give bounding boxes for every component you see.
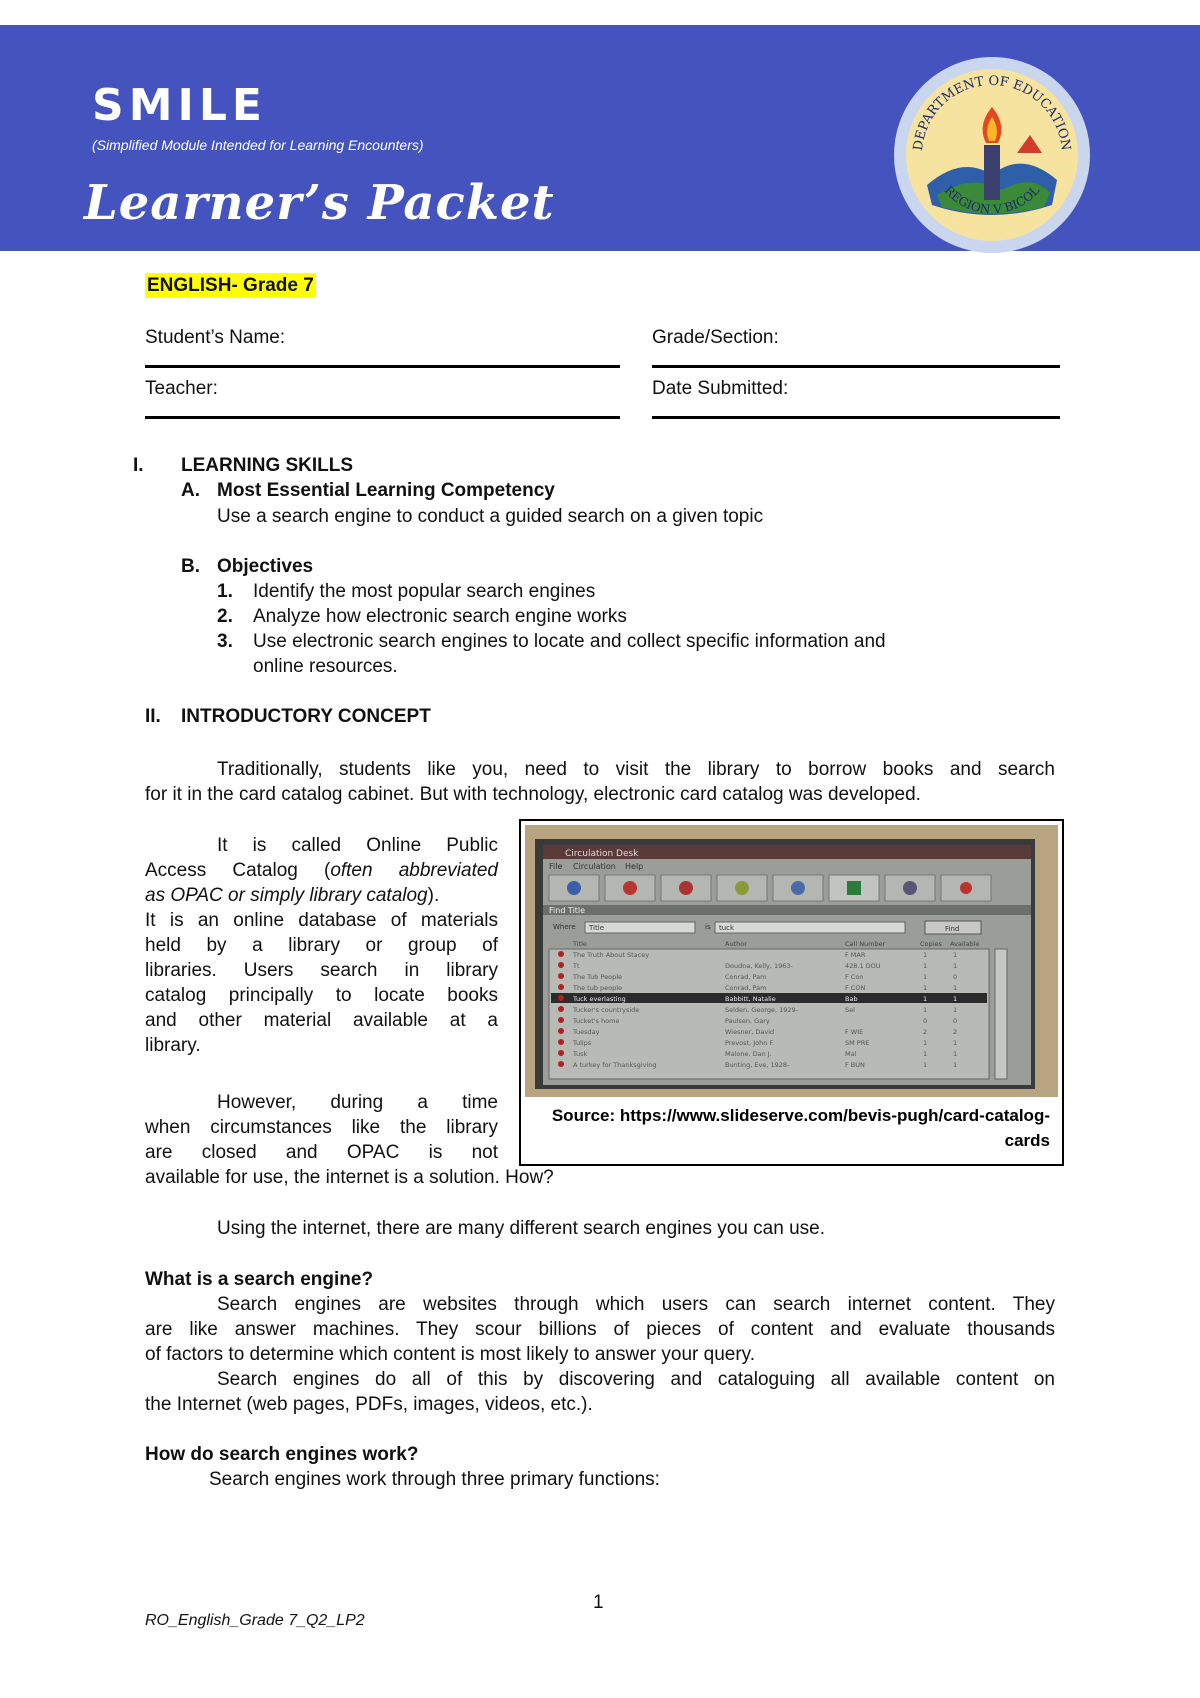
results-cell: 1 [923, 951, 928, 959]
using-internet-text: Using the internet, there are many different search engines you can use. [217, 1218, 826, 1239]
section-1b-title: Objectives [217, 556, 314, 577]
objective-1-text: Identify the most popular search engines [253, 581, 596, 602]
results-cell: Babbitt, Natalie [725, 995, 776, 1003]
deped-seal-logo [892, 55, 1092, 255]
book-icon [558, 1061, 564, 1067]
opac-line-2b: often abbreviated [330, 860, 498, 881]
section-1a-letter: A. [181, 480, 200, 501]
student-name-line [145, 365, 620, 368]
results-cell: Wiesner, David [725, 1028, 775, 1036]
results-cell: The Truth About Stacey [573, 951, 650, 959]
results-cell: 2 [953, 1028, 958, 1036]
col-call-number: Call Number [845, 940, 886, 948]
intro-para-line-1-text: Traditionally, students like you, need to visit the library to borrow books and search [217, 759, 1055, 780]
opac-line-1: It is called Online Public [217, 835, 498, 856]
q1-line-2: are like answer machines. They scour billions of pieces of content and evaluate thousands [145, 1319, 1055, 1340]
catalog-screenshot-image [525, 825, 1058, 1097]
results-cell: 1 [953, 1006, 958, 1014]
results-cell: Tucker's countryside [573, 1006, 640, 1014]
q2-text: Search engines work through three primary functions: [209, 1469, 660, 1490]
menu-circulation: Circulation [573, 862, 616, 871]
opac-line-7: catalog principally to locate books [145, 985, 498, 1006]
objective-2-number: 2. [217, 606, 233, 627]
opac-line-5: held by a library or group of [145, 935, 498, 956]
results-cell: 0 [953, 973, 958, 981]
opac-line-6: libraries. Users search in library [145, 960, 498, 981]
catalog-screenshot-figure [519, 819, 1064, 1166]
however-paragraph [145, 1090, 498, 1165]
opac-line-9: library. [145, 1035, 201, 1056]
q1-line-5: the Internet (web pages, PDFs, images, videos, etc.). [145, 1394, 593, 1415]
results-cell: A turkey for Thanksgiving [573, 1061, 657, 1069]
section-2-title: INTRODUCTORY CONCEPT [181, 706, 431, 727]
results-cell: 1 [923, 1061, 928, 1069]
results-cell: 1 [923, 984, 928, 992]
results-cell: 1 [923, 1039, 928, 1047]
col-author: Author [725, 940, 747, 948]
however-line-4: available for use, the internet is a solution. How? [145, 1167, 554, 1188]
results-cell: The tub people [573, 984, 623, 992]
brand-subtitle: (Simplified Module Intended for Learning Encounters) [92, 137, 424, 153]
book-icon [558, 1050, 564, 1056]
section-1-number: I. [133, 455, 144, 476]
results-cell: Conrad, Pam [725, 984, 767, 992]
results-cell: Bab [845, 995, 858, 1003]
book-icon [558, 1017, 564, 1023]
brand-title: SMILE [92, 80, 267, 131]
however-line-1: However, during a time [217, 1092, 498, 1113]
menu-help: Help [625, 862, 644, 871]
book-icon [558, 1039, 564, 1045]
opac-line-4: It is an online database of materials [145, 910, 498, 931]
however-line-3: are closed and OPAC is not [145, 1142, 498, 1163]
results-cell: Selden, George, 1929- [725, 1006, 799, 1014]
results-cell: SM PRE [845, 1039, 870, 1047]
results-cell: F CON [845, 984, 866, 992]
however-line-2: when circumstances like the library [145, 1117, 498, 1138]
objective-3-text: Use electronic search engines to locate and collect specific information and [253, 631, 886, 652]
results-cell: 1 [953, 1050, 958, 1058]
opac-line-3a: as OPAC or simply library catalog [145, 885, 428, 906]
section-1-title: LEARNING SKILLS [181, 455, 354, 476]
results-cell: Paulsen, Gary [725, 1017, 770, 1025]
results-cell: Tuesday [573, 1028, 600, 1036]
book-icon [558, 1028, 564, 1034]
section-1b-letter: B. [181, 556, 200, 577]
results-cell: Tt [573, 962, 580, 970]
packet-title: Learner’s Packet [84, 175, 555, 231]
results-cell: Sel [845, 1006, 855, 1014]
results-cell: 1 [953, 1061, 958, 1069]
where-label: Where [553, 923, 576, 931]
q1-line-3: of factors to determine which content is most likely to answer your query. [145, 1344, 756, 1365]
opac-line-3b: ). [427, 885, 440, 906]
footer-code: RO_English_Grade 7_Q2_LP2 [145, 1612, 365, 1629]
results-cell: 1 [953, 951, 958, 959]
find-title-text: Find Title [549, 906, 586, 915]
results-cell: Malone, Dan J. [725, 1050, 772, 1058]
caption-line-1: Source: https://www.slideserve.com/bevis-pugh/card-catalog- [551, 1106, 1050, 1125]
caption-line-2: cards [1004, 1131, 1050, 1150]
competency-text: Use a search engine to conduct a guided search on a given topic [217, 506, 764, 527]
date-submitted-line [652, 416, 1060, 419]
question-search-engine: What is a search engine? [145, 1269, 374, 1290]
results-scrollbar [995, 949, 1007, 1079]
results-cell: 1 [923, 1050, 928, 1058]
results-cell: Prevost, John F. [725, 1039, 775, 1047]
col-title: Title [573, 940, 587, 948]
section-1a-title: Most Essential Learning Competency [217, 480, 555, 501]
section-2-number: II. [145, 706, 161, 727]
figure-caption [533, 1103, 1050, 1153]
grade-section-line [652, 365, 1060, 368]
find-button-label: Find [945, 925, 960, 933]
results-cell: 1 [953, 962, 958, 970]
opac-line-8: and other material available at a [145, 1010, 498, 1031]
results-cell: 1 [923, 962, 928, 970]
window-title-text: Circulation Desk [565, 849, 639, 859]
q1-line-1-text: Search engines are websites through which users can search internet content. They [217, 1294, 1055, 1315]
results-cell: Doudna, Kelly, 1963- [725, 962, 793, 970]
opac-paragraph [145, 833, 498, 1058]
results-cell: Mal [845, 1050, 857, 1058]
col-available: Available [950, 940, 980, 948]
opac-line-2 [145, 858, 498, 883]
where-value: Title [589, 924, 605, 932]
results-cell: The Tub People [573, 973, 623, 981]
teacher-line [145, 416, 620, 419]
page-number: 1 [593, 1592, 604, 1613]
results-cell: F MAR [845, 951, 866, 959]
is-label: is [705, 923, 711, 931]
grade-section-label: Grade/Section: [652, 327, 779, 348]
results-cell: 1 [953, 1039, 958, 1047]
student-name-label: Student’s Name: [145, 327, 286, 348]
subject-label: ENGLISH- Grade 7 [147, 275, 314, 296]
results-cell: 0 [953, 1017, 958, 1025]
results-cell: 0 [923, 1017, 928, 1025]
results-cell: 1 [953, 984, 958, 992]
results-cell: Tuck everlasting [573, 995, 626, 1003]
results-cell: F Con [845, 973, 864, 981]
q1-line-4-text: Search engines do all of this by discovering and cataloguing all available content on [217, 1369, 1055, 1390]
results-cell: 1 [953, 995, 958, 1003]
q1-line-1 [145, 1292, 1055, 1317]
teacher-label: Teacher: [145, 378, 218, 399]
opac-line-3 [145, 883, 498, 908]
opac-line-2a: Access Catalog ( [145, 860, 331, 881]
results-cell: 428.1 DOU [845, 962, 881, 970]
intro-para-line-2: for it in the card catalog cabinet. But with technology, electronic card catalog was developed. [145, 784, 921, 805]
results-cell: Tucket's home [573, 1017, 620, 1025]
results-cell: Tulips [573, 1039, 592, 1047]
book-icon [558, 984, 564, 990]
book-icon [558, 973, 564, 979]
results-cell: F WIE [845, 1028, 864, 1036]
results-cell: 2 [923, 1028, 928, 1036]
book-icon [558, 951, 564, 957]
results-cell: F BUN [845, 1061, 865, 1069]
results-cell: Tusk [573, 1050, 588, 1058]
col-copies: Copies [920, 940, 942, 948]
find-title-bar [543, 905, 1031, 915]
objective-3-continuation: online resources. [253, 656, 398, 677]
results-cell: Bunting, Eve, 1928- [725, 1061, 790, 1069]
objective-2-text: Analyze how electronic search engine works [253, 606, 627, 627]
seal-bottom-text: REGION V BICOL [941, 183, 1043, 217]
seal-top-text: DEPARTMENT OF EDUCATION [911, 73, 1074, 152]
q1-line-4 [145, 1367, 1055, 1392]
book-icon [558, 1006, 564, 1012]
results-cell: Conrad, Pam [725, 973, 767, 981]
results-cell: 1 [923, 1006, 928, 1014]
search-field [715, 922, 905, 933]
intro-para-line-1 [145, 757, 1055, 782]
objective-3-number: 3. [217, 631, 233, 652]
results-cell: 1 [923, 995, 928, 1003]
book-icon [558, 962, 564, 968]
results-cell: 1 [923, 973, 928, 981]
date-submitted-label: Date Submitted: [652, 378, 789, 399]
menu-file: File [549, 862, 563, 871]
objective-1-number: 1. [217, 581, 233, 602]
book-icon [558, 995, 564, 1001]
question-how-work: How do search engines work? [145, 1444, 419, 1465]
search-value: tuck [719, 924, 735, 932]
